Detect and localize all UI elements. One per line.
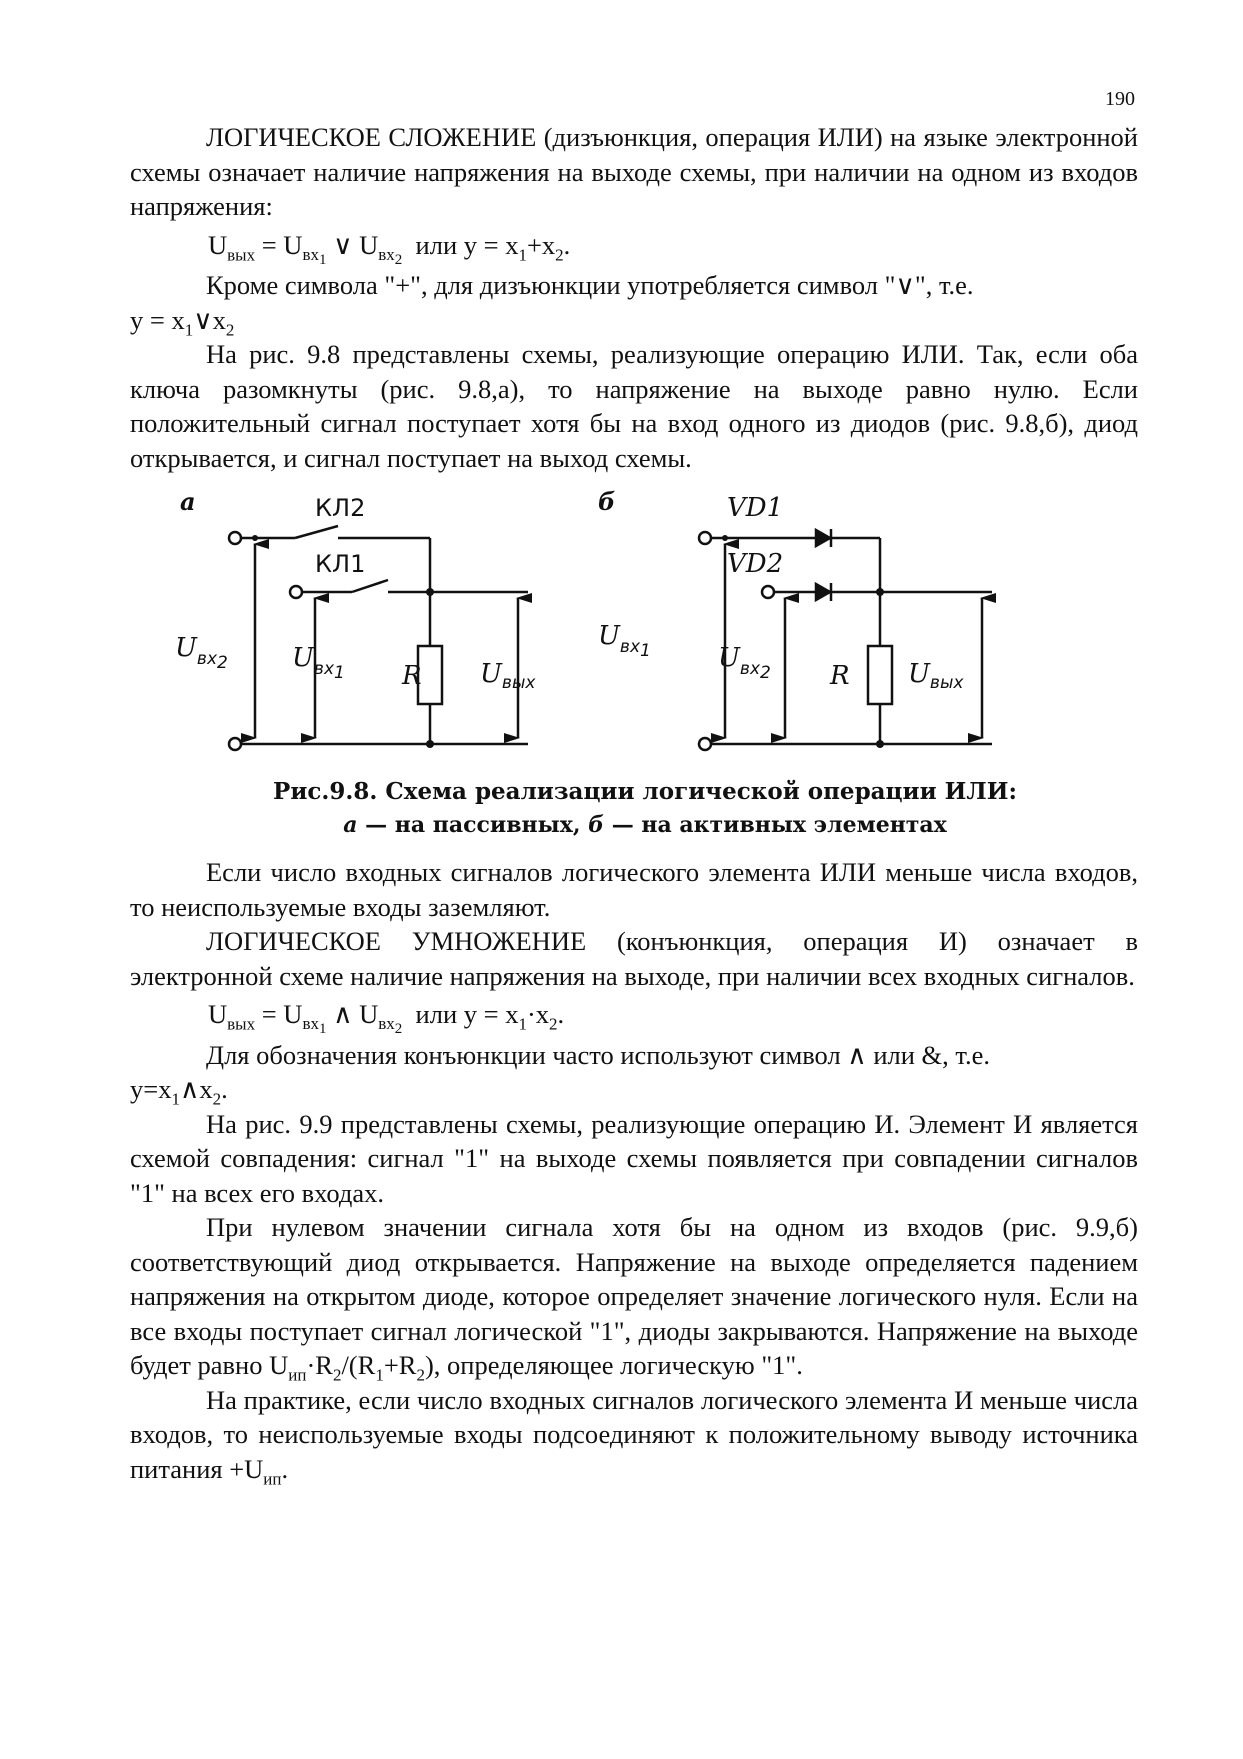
switch-kl1-label: КЛ1 [315,550,366,578]
label-b: б [598,487,616,516]
u-in2-label-b: $U_{вх}2$ [718,643,771,683]
paragraph-and-figure-ref: На рис. 9.9 представлены схемы, реализующие операцию И. Элемент И является схемой совпадения: сигнал "1" на выходе схемы появляется при совпадении сигналов "1" на всех его входах. [130,1108,1138,1208]
figure-9-8 [175,486,1110,856]
paragraph-and-symbol: Для обозначения конъюнкции часто используют символ ∧ или &, т.е. [206,1039,991,1070]
diode-vd1-icon [816,530,830,546]
paragraph-or-definition: ЛОГИЧЕСКОЕ СЛОЖЕНИЕ (дизъюнкция, операция ИЛИ) на языке электронной схемы означает наличие напряжения на выходе схемы, при наличии на одном из входов напряжения: [130,122,1138,221]
switch-kl2-label: КЛ2 [315,494,366,522]
or-circuit-diagram [175,486,1110,776]
formula-or: $U_{вых} = U_{вх1}$ ∨ $U_{вх2}$ или $y = x_1+x_2$. [208,229,571,268]
diode-vd2-label: VD2 [727,549,784,579]
paragraph-and-zero-signal: При нулевом значении сигнала хотя бы на одном из входов (рис. 9.9,б) соответствующий диод открывается. Напряжение на выходе определяется падением напряжения на открытом диоде, которое определяет значение логического нуля. Если на все входы поступает сигнал логической "1", диоды закрываются. Напряжение на выходе будет равно $U_{ип}\cdot R_2/(R_1+R_2)$, определяющее логическую "1". [130,1212,1138,1385]
figure-caption-subtitle: а — на пассивных, б — на активных элементах [343,812,947,838]
formula-and-alt: $y=x_1\wedge x_2$. [130,1074,228,1109]
paragraph-and-practice: На практике, если число входных сигналов логического элемента И меньше числа входов, то неиспользуемые входы подсоединяют к положительному выводу источника питания $+U_{ип}$. [130,1384,1138,1488]
section-or [130,120,1138,475]
formula-or-alt: $y = x_1\vee x_2$ [130,304,235,339]
u-in2-label-a: $U_{вх}2$ [175,633,228,673]
figure-caption-title: Рис.9.8. Схема реализации логической операции ИЛИ: [273,778,1017,805]
u-in1-label-b: $U_{вх}1$ [598,621,651,661]
formula-and: $U_{вых} = U_{вх1}$ ∧ $U_{вх2}$ или $y = x_1\cdot x_2$. [208,999,565,1038]
resistor-r-label-a: R [402,661,422,691]
page-number: 190 [1105,88,1135,110]
paragraph-and-definition: ЛОГИЧЕСКОЕ УМНОЖЕНИЕ (конъюнкция, операция И) означает в электронной схеме наличие напряжения на выходе, при наличии всех входных сигналов. [130,926,1138,991]
diode-vd2-icon [816,584,830,600]
section-and [130,855,1138,1486]
diode-vd1-label: VD1 [727,493,784,523]
paragraph-or-figure-ref: На рис. 9.8 представлены схемы, реализующие операцию ИЛИ. Так, если оба ключа разомкнуты (рис. 9.8,а), то напряжение на выходе равно нулю. Если положительный сигнал поступает хотя бы на вход одного из диодов (рис. 9.8,б), диод открывается, и сигнал поступает на выход схемы. [130,339,1138,473]
u-out-label-b: $U_{вых}$ [908,659,964,693]
u-in1-label-a: $U_{вх}1$ [292,643,345,683]
paragraph-or-unused-inputs: Если число входных сигналов логического элемента ИЛИ меньше числа входов, то неиспользуемые входы заземляют. [130,857,1138,922]
resistor-r-label-b: R [830,661,850,691]
label-a: а [180,487,196,516]
u-out-label-a: $U_{вых}$ [480,659,536,693]
paragraph-or-symbol: Кроме символа "+", для дизъюнкции употребляется символ "∨", т.е. [206,270,974,300]
